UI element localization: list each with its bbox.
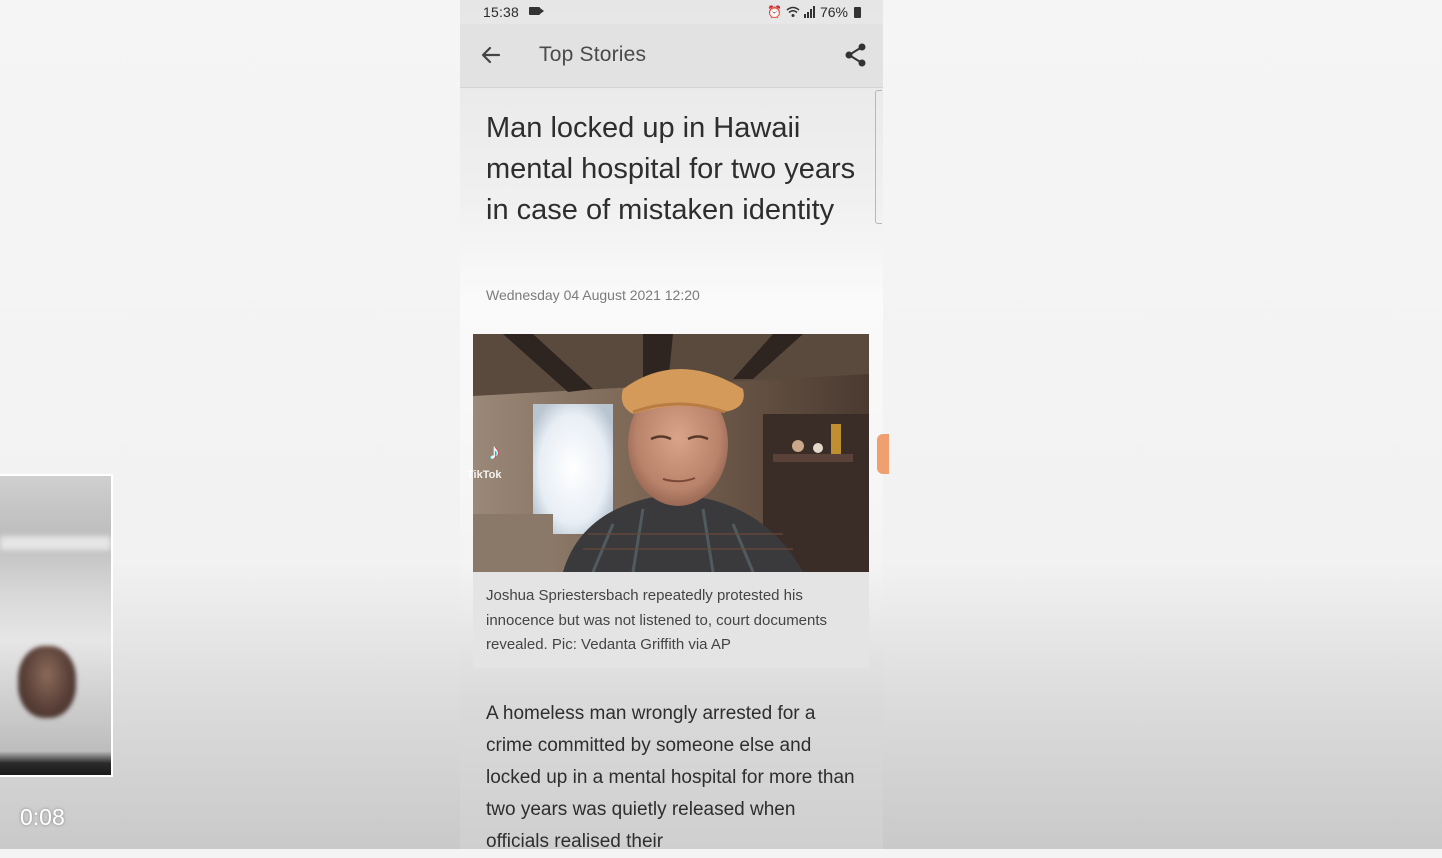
battery-icon [854, 7, 861, 18]
photo-caption: Joshua Spriestersbach repeatedly protested his innocence but was not listened to, court documents revealed. Pic: Vedanta Griffith via AP [486, 587, 828, 653]
share-button[interactable] [843, 42, 869, 68]
signal-icon [804, 6, 816, 18]
photo-illustration [473, 334, 869, 572]
app-title: Top Stories [539, 43, 647, 66]
wifi-icon [786, 6, 800, 18]
article-date: Wednesday 04 August 2021 12:20 [486, 287, 700, 303]
status-time: 15:38 [483, 4, 520, 20]
article-photo[interactable] [467, 334, 869, 572]
arrow-left-icon [478, 42, 504, 68]
battery-percent: 76% [819, 4, 848, 20]
photo-caption-box [473, 572, 869, 668]
status-icons [767, 4, 861, 20]
status-bar [460, 0, 883, 24]
article-headline: Man locked up in Hawaii mental hospital for two years in case of mistaken identity [486, 112, 856, 226]
tiktok-logo-icon: ♪ [489, 439, 500, 464]
video-thumbnail[interactable] [0, 474, 113, 777]
phone-screen [460, 0, 883, 852]
video-timestamp: 0:08 [20, 804, 65, 830]
side-handle[interactable] [877, 434, 889, 474]
app-bar [460, 24, 883, 88]
scroll-indicator[interactable] [875, 90, 882, 224]
tiktok-watermark: TikTok [467, 469, 502, 481]
thumbnail-blur [0, 536, 111, 550]
thumbnail-face [18, 646, 76, 718]
alarm-icon: ⏰ [767, 5, 782, 19]
share-icon [843, 42, 869, 68]
article-body: A homeless man wrongly arrested for a crime committed by someone else and locked up in a mental hospital for more than two years was quietly released when officials realised their [486, 703, 855, 852]
back-button[interactable] [478, 42, 504, 68]
screen-record-icon [529, 7, 540, 15]
